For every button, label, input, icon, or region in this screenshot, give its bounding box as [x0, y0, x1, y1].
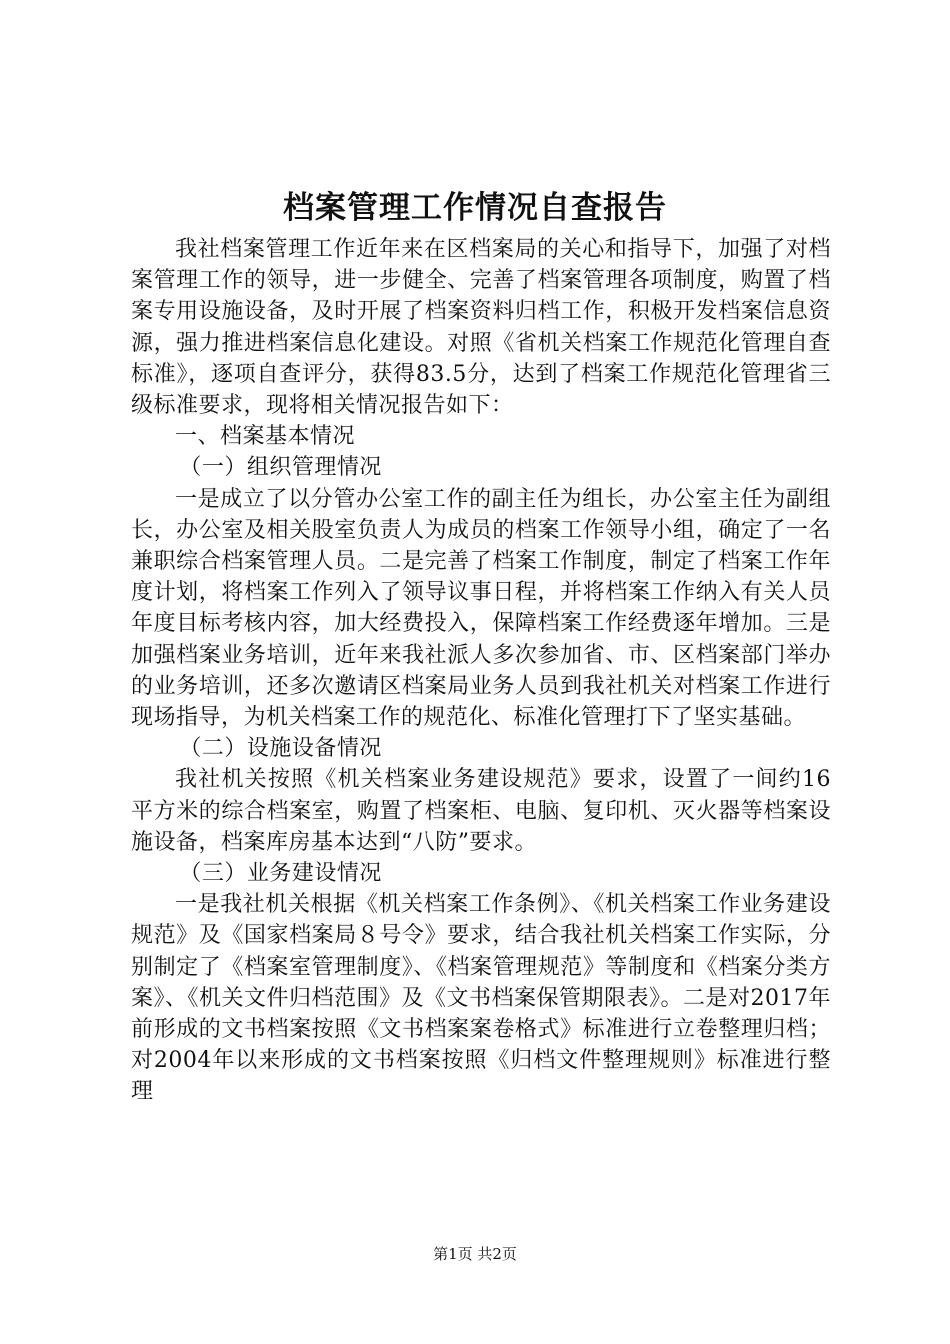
- document-title: 档案管理工作情况自查报告: [283, 190, 667, 226]
- business-paragraph: 一是我社机关根据《机关档案工作条例》、《机关档案工作业务建设规范》及《国家档案局８号令》要求，结合我社机关档案工作实际，分别制定了《档案室管理制度》、《档案管理规范》等制度和《档案分类方案》、《机关文件归档范围》及《文书档案保管期限表》。二是对2017年前形成的文书档案按照《文书档案案卷格式》标准进行立卷整理归档；对2004年以来形成的文书档案按照《归档文件整理规则》标准进行整理: [131, 892, 831, 1105]
- organization-paragraph: 一是成立了以分管办公室工作的副主任为组长，办公室主任为副组长，办公室及相关股室负责人为成员的档案工作领导小组，确定了一名兼职综合档案管理人员。二是完善了档案工作制度，制定了档案工作年度计划，将档案工作列入了领导议事日程，并将档案工作纳入有关人员年度目标考核内容，加大经费投入，保障档案工作经费逐年增加。三是加强档案业务培训，近年来我社派人多次参加省、市、区档案部门举办的业务培训，还多次邀请区档案局业务人员到我社机关对档案工作进行现场指导，为机关档案工作的规范化、标准化管理打下了坚实基础。: [131, 486, 831, 731]
- section-heading-basic-info: 一、档案基本情况: [175, 424, 356, 450]
- intro-paragraph: 我社档案管理工作近年来在区档案局的关心和指导下，加强了对档案管理工作的领导，进一步健全、完善了档案管理各项制度，购置了档案专用设施设备，及时开展了档案资料归档工作，积极开发档案信息资源，强力推进档案信息化建设。对照《省机关档案工作规范化管理自查标准》，逐项自查评分，获得83.5分，达到了档案工作规范化管理省三级标准要求，现将相关情况报告如下：: [131, 237, 831, 419]
- subsection-heading-facilities: （二）设施设备情况: [179, 736, 382, 762]
- subsection-heading-business: （三）业务建设情况: [179, 861, 382, 887]
- facilities-paragraph: 我社机关按照《机关档案业务建设规范》要求，设置了一间约16平方米的综合档案室，购置了档案柜、电脑、复印机、灭火器等档案设施设备，档案库房基本达到“八防”要求。: [131, 767, 831, 855]
- document-body: [131, 234, 831, 1108]
- subsection-heading-organization: （一）组织管理情况: [179, 455, 382, 481]
- page-number-footer: 第1页 共2页: [433, 1245, 517, 1263]
